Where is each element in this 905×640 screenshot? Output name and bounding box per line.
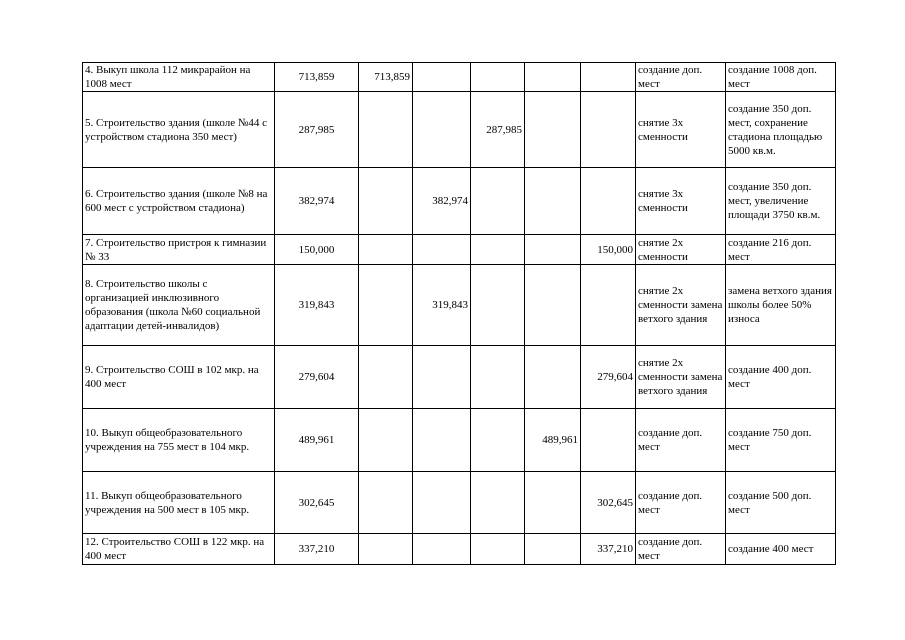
reason-cell: снятие 2х сменности замена ветхого здания xyxy=(636,265,726,346)
total-cost-cell: 337,210 xyxy=(275,534,359,565)
total-cost-cell: 287,985 xyxy=(275,92,359,168)
year-3-cell xyxy=(471,265,525,346)
result-cell: создание 500 доп. мест xyxy=(726,472,836,534)
year-4-cell xyxy=(525,346,581,409)
year-3-cell xyxy=(471,346,525,409)
project-name-cell: 12. Строительство СОШ в 122 мкр. на 400 мест xyxy=(83,534,275,565)
table-row xyxy=(83,168,836,235)
year-3-cell xyxy=(471,472,525,534)
total-cost-cell: 302,645 xyxy=(275,472,359,534)
year-1-cell xyxy=(359,472,413,534)
year-4-cell xyxy=(525,472,581,534)
reason-cell: снятие 2х сменности замена ветхого здания xyxy=(636,346,726,409)
project-name-cell: 9. Строительство СОШ в 102 мкр. на 400 мест xyxy=(83,346,275,409)
investment-table xyxy=(82,62,836,565)
total-cost-cell: 489,961 xyxy=(275,409,359,472)
result-cell: создание 400 мест xyxy=(726,534,836,565)
year-1-cell xyxy=(359,235,413,265)
year-5-cell xyxy=(581,63,636,92)
project-name-cell: 10. Выкуп общеобразовательного учреждения на 755 мест в 104 мкр. xyxy=(83,409,275,472)
total-cost-cell: 150,000 xyxy=(275,235,359,265)
result-cell: замена ветхого здания школы более 50% износа xyxy=(726,265,836,346)
year-2-cell xyxy=(413,534,471,565)
year-5-cell xyxy=(581,265,636,346)
year-5-cell: 337,210 xyxy=(581,534,636,565)
table-row xyxy=(83,92,836,168)
year-4-cell xyxy=(525,92,581,168)
year-3-cell xyxy=(471,235,525,265)
year-1-cell xyxy=(359,92,413,168)
year-1-cell xyxy=(359,168,413,235)
table-row xyxy=(83,346,836,409)
year-4-cell xyxy=(525,235,581,265)
year-1-cell: 713,859 xyxy=(359,63,413,92)
year-4-cell xyxy=(525,168,581,235)
project-name-cell: 7. Строительство пристроя к гимназии № 33 xyxy=(83,235,275,265)
year-3-cell xyxy=(471,534,525,565)
reason-cell: создание доп. мест xyxy=(636,63,726,92)
total-cost-cell: 713,859 xyxy=(275,63,359,92)
year-5-cell xyxy=(581,92,636,168)
year-2-cell xyxy=(413,472,471,534)
table-row xyxy=(83,63,836,92)
year-3-cell xyxy=(471,409,525,472)
year-5-cell: 302,645 xyxy=(581,472,636,534)
year-2-cell xyxy=(413,92,471,168)
reason-cell: создание доп. мест xyxy=(636,472,726,534)
result-cell: создание 350 доп. мест, увеличение площади 3750 кв.м. xyxy=(726,168,836,235)
table-row xyxy=(83,235,836,265)
result-cell: создание 216 доп. мест xyxy=(726,235,836,265)
table-row xyxy=(83,472,836,534)
year-3-cell xyxy=(471,168,525,235)
table-row xyxy=(83,265,836,346)
year-2-cell xyxy=(413,409,471,472)
year-2-cell xyxy=(413,346,471,409)
total-cost-cell: 382,974 xyxy=(275,168,359,235)
result-cell: создание 400 доп. мест xyxy=(726,346,836,409)
total-cost-cell: 279,604 xyxy=(275,346,359,409)
year-1-cell xyxy=(359,265,413,346)
year-2-cell xyxy=(413,235,471,265)
year-4-cell xyxy=(525,534,581,565)
year-5-cell: 279,604 xyxy=(581,346,636,409)
year-2-cell xyxy=(413,63,471,92)
reason-cell: снятие 3х сменности xyxy=(636,168,726,235)
result-cell: создание 350 доп. мест, сохранение стадиона площадью 5000 кв.м. xyxy=(726,92,836,168)
total-cost-cell: 319,843 xyxy=(275,265,359,346)
result-cell: создание 1008 доп. мест xyxy=(726,63,836,92)
year-3-cell: 287,985 xyxy=(471,92,525,168)
year-5-cell xyxy=(581,409,636,472)
reason-cell: снятие 2х сменности xyxy=(636,235,726,265)
project-name-cell: 4. Выкуп школа 112 микрарайон на 1008 мест xyxy=(83,63,275,92)
project-name-cell: 5. Строительство здания (школе №44 с устройством стадиона 350 мест) xyxy=(83,92,275,168)
reason-cell: снятие 3х сменности xyxy=(636,92,726,168)
year-5-cell: 150,000 xyxy=(581,235,636,265)
reason-cell: создание доп. мест xyxy=(636,409,726,472)
table-row xyxy=(83,534,836,565)
year-4-cell xyxy=(525,63,581,92)
year-4-cell xyxy=(525,265,581,346)
reason-cell: создание доп. мест xyxy=(636,534,726,565)
year-5-cell xyxy=(581,168,636,235)
project-name-cell: 6. Строительство здания (школе №8 на 600 мест с устройством стадиона) xyxy=(83,168,275,235)
result-cell: создание 750 доп. мест xyxy=(726,409,836,472)
year-2-cell: 319,843 xyxy=(413,265,471,346)
year-2-cell: 382,974 xyxy=(413,168,471,235)
project-name-cell: 8. Строительство школы с организацией инклюзивного образования (школа №60 социальной адаптации детей-инвалидов) xyxy=(83,265,275,346)
year-4-cell: 489,961 xyxy=(525,409,581,472)
year-1-cell xyxy=(359,409,413,472)
year-1-cell xyxy=(359,534,413,565)
year-1-cell xyxy=(359,346,413,409)
year-3-cell xyxy=(471,63,525,92)
project-name-cell: 11. Выкуп общеобразовательного учреждения на 500 мест в 105 мкр. xyxy=(83,472,275,534)
table-row xyxy=(83,409,836,472)
